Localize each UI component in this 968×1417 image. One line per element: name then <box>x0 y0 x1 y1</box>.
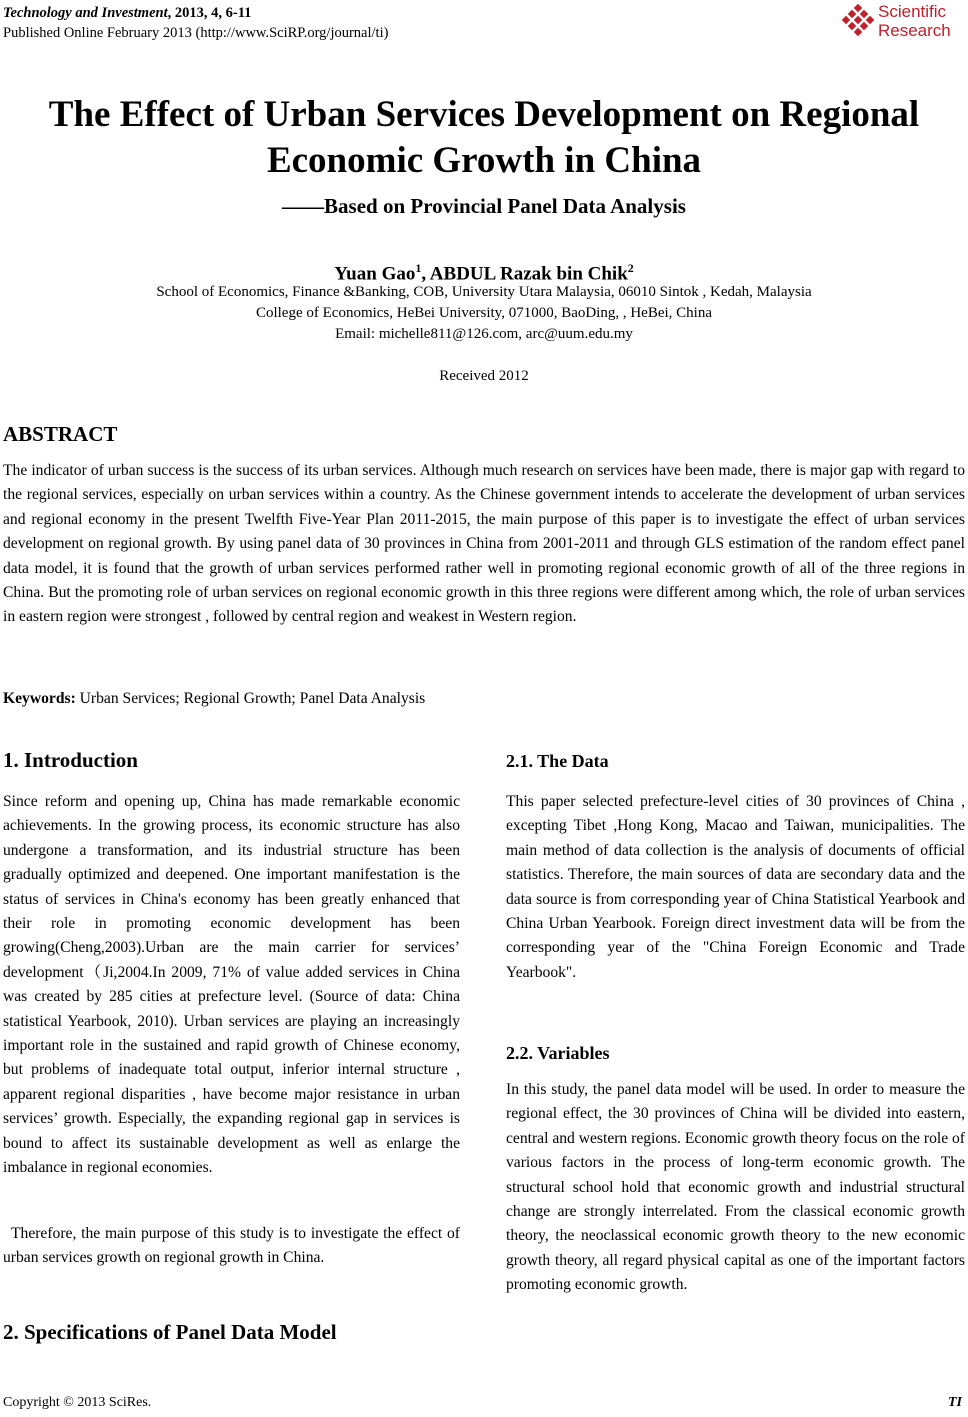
affiliation-1: School of Economics, Finance &Banking, COB, University Utara Malaysia, 06010 Sintok , Kedah, Malaysia <box>156 284 812 300</box>
author-1-affil: 1 <box>415 261 422 275</box>
journal-name: Technology and Investment <box>3 5 168 21</box>
logo-text <box>878 2 951 40</box>
author-email: Email: michelle811@126.com, arc@uum.edu.my <box>335 326 633 342</box>
diamond-icon <box>842 4 874 36</box>
author-1: Yuan Gao <box>334 263 416 285</box>
paper-title <box>0 92 968 184</box>
abstract-text: The indicator of urban success is the success of its urban services. Although much research on services have been made, there is major gap with regard to the regional services, especially on urban services within a country. As the Chinese government intends to accelerate the development of urban services and regional economy in the present Twelfth Five-Year Plan 2011-2015, the main purpose of this paper is to investigate the effect of urban services development on regional growth. By using panel data of 30 provinces in China from 2001-2011 and through GLS estimation of the random effect panel data model, it is found that the growth of urban services performed rather well in promoting regional economic growth of all of the three regions in China. But the promoting role of urban services on regional economic growth in this three regions were different among which, the role of urban services in eastern region were strongest , followed by central region and weakest in Western region. <box>3 462 965 626</box>
title-line-1: The Effect of Urban Services Development on Regional <box>48 94 920 135</box>
published-online: Published Online February 2013 (http://www.SciRP.org/journal/ti) <box>3 25 389 41</box>
subsection-2-1-heading: 2.1. The Data <box>506 751 609 771</box>
running-header <box>3 3 388 43</box>
keywords <box>3 690 425 708</box>
logo-line-1: Scientific <box>878 2 947 21</box>
paper-subtitle: ——Based on Provincial Panel Data Analysis <box>282 194 686 218</box>
keywords-text: Urban Services; Regional Growth; Panel Data Analysis <box>75 690 426 707</box>
author-separator: , <box>421 263 430 285</box>
section-2-heading: 2. Specifications of Panel Data Model <box>3 1320 337 1344</box>
intro-paragraph-1: Since reform and opening up, China has made remarkable economic achievements. In the growing process, its economic structure has also undergone a transformation, and its industrial structure has been gradually optimized and deepened. One important manifestation is the status of services in China's economy has been greatly enhanced that their role in promoting economic development has been growing(Cheng,2003).Urban are the main carrier for services’ development（Ji,2004.In 2009, 71% of value added services in China was created by 285 cities at prefecture level. (Source of data: China statistical Yearbook, 2010). Urban services are playing an increasingly important role in the sustained and rapid growth of Chinese economy, but problems of inadequate total output, inferior internal structure , apparent regional disparities , have become major resistance in urban services’ growth. Especially, the expanding regional gap in services is bound to affect its sustainable development as well as enlarge the imbalance in regional economies. <box>3 793 460 1177</box>
logo-line-2: Research <box>878 21 951 40</box>
copyright-footer: Copyright © 2013 SciRes. <box>3 1395 152 1410</box>
author-2-affil: 2 <box>627 261 634 275</box>
affiliation-2: College of Economics, HeBei University, 071000, BaoDing, , HeBei, China <box>255 305 713 321</box>
data-paragraph: This paper selected prefecture-level cities of 30 provinces of China , excepting Tibet ,Hong Kong, Macao and Taiwan, municipalities. The main method of data collection is the analysis of documents of official statistics. Therefore, the main sources of data are secondary data and the data source is from corresponding year of China Statistical Yearbook and China Urban Yearbook. Foreign direct investment data will be from the corresponding year of the "China Foreign Economic and Trade Yearbook". <box>506 793 965 981</box>
title-line-2: Economic Growth in China <box>266 140 702 181</box>
subsection-2-2-heading: 2.2. Variables <box>506 1043 610 1063</box>
intro-paragraph-2: Therefore, the main purpose of this study is to investigate the effect of urban services growth on regional growth in China. <box>3 1225 460 1267</box>
received-date: Received 2012 <box>439 368 529 384</box>
section-1-heading: 1. Introduction <box>3 748 138 772</box>
journal-issue: , 2013, 4, 6-11 <box>167 5 252 21</box>
author-2: ABDUL Razak bin Chik <box>429 263 628 285</box>
journal-tag: TI <box>948 1395 962 1410</box>
abstract-heading: ABSTRACT <box>3 422 118 446</box>
publisher-logo <box>842 2 964 42</box>
variables-paragraph: In this study, the panel data model will be used. In order to measure the regional effect, the 30 provinces of China will be divided into eastern, central and western regions. Economic growth theory focus on the role of various factors in the process of long-term economic growth. The structural school hold that economic growth and industrial structural change are strongly interrelated. From the classical economic growth theory, the neoclassical economic growth theory to the new economic growth theory, all regard physical capital as one of the important factors promoting economic growth. <box>506 1081 966 1294</box>
keywords-label: Keywords: <box>3 690 76 707</box>
